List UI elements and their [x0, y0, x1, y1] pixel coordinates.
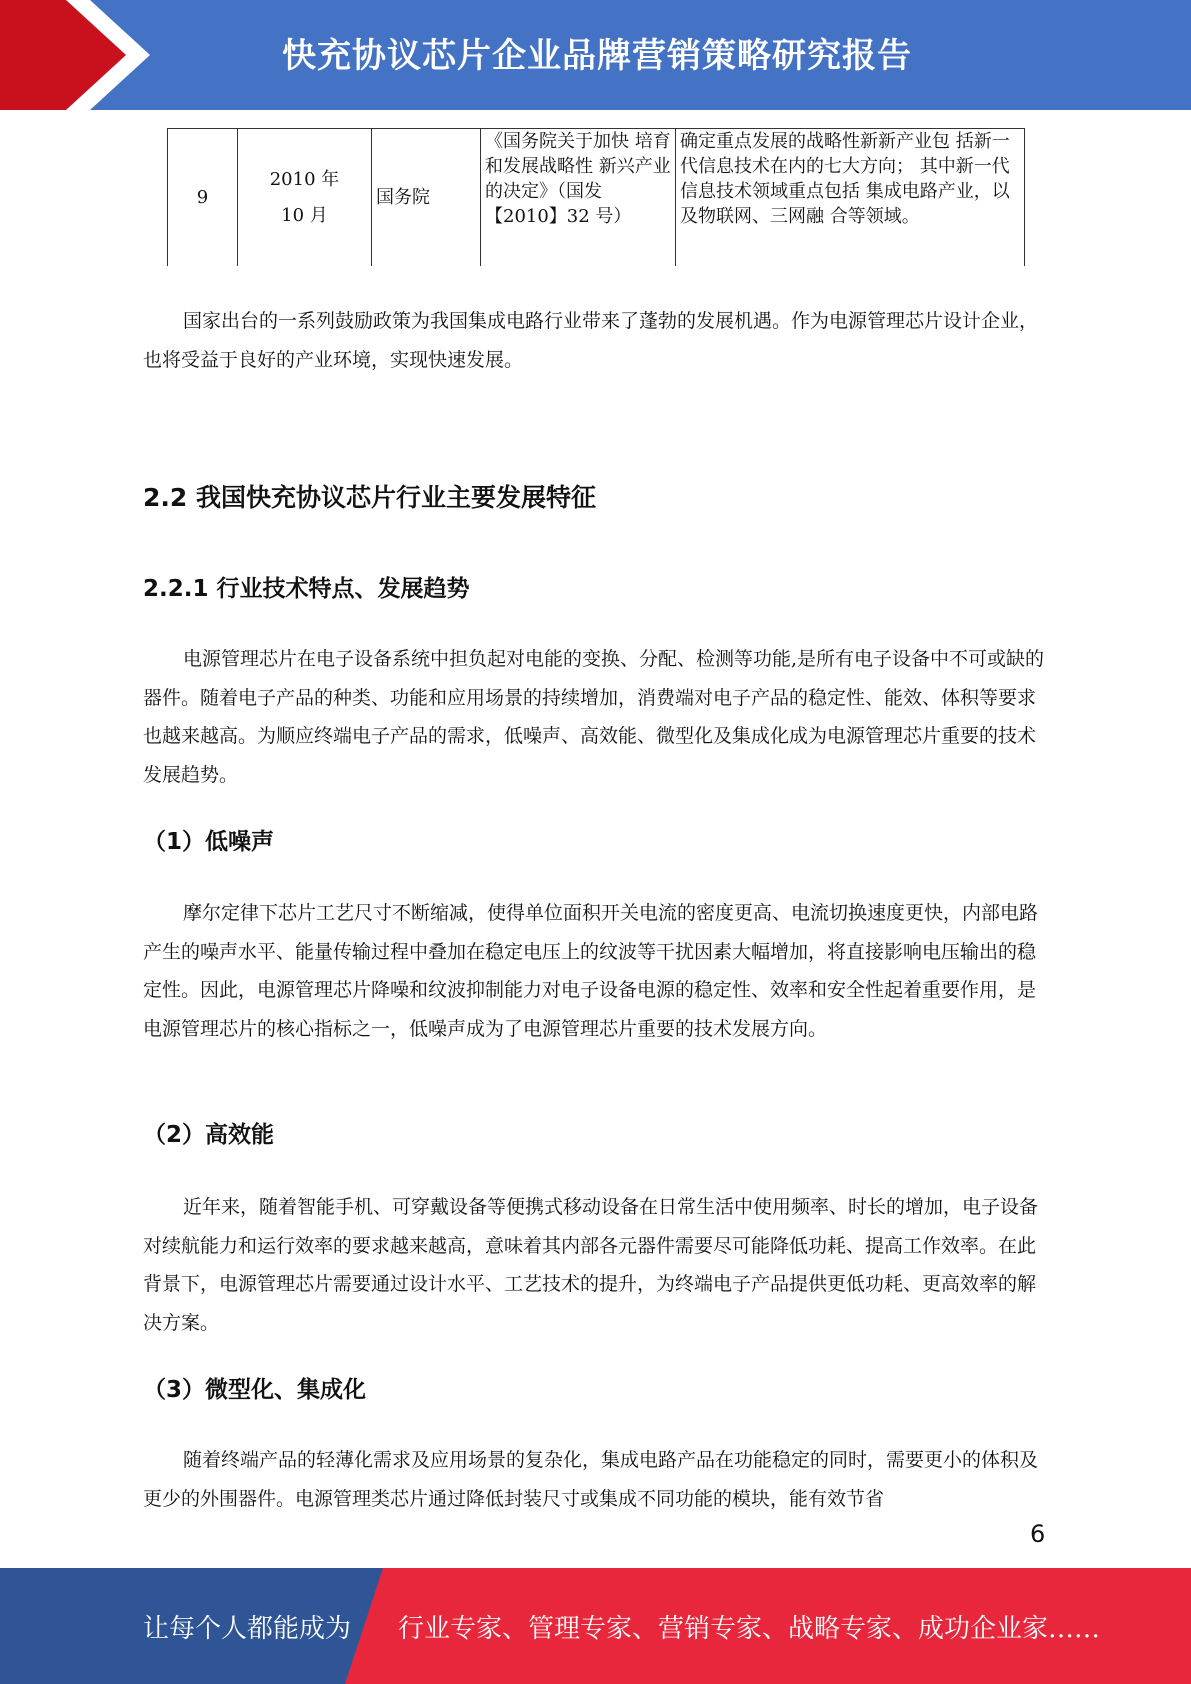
page-number: 6 [1030, 1520, 1046, 1548]
date-year: 2010 年 [269, 168, 340, 190]
section-heading-2-2-1: 2.2.1 行业技术特点、发展趋势 [143, 576, 470, 602]
footer-slogan-right: 行业专家、管理专家、营销专家、战略专家、成功企业家…… [398, 1614, 1101, 1644]
cell-number: 9 [168, 129, 238, 267]
subheading-high-efficiency: （2）高效能 [143, 1122, 275, 1148]
header-chevron-decoration [0, 0, 160, 110]
high-efficiency-paragraph: 近年来，随着智能手机、可穿戴设备等便携式移动设备在日常生活中使用频率、时长的增加，电子设备对续航能力和运行效率的要求越来越高，意味着其内部各元器件需要尽可能降低功耗、提高工作效率。在此背景下，电源管理芯片需要通过设计水平、工艺技术的提升，为终端电子产品提供更低功耗、更高效率的解决方案。 [143, 1196, 1039, 1334]
subheading-miniaturization: （3）微型化、集成化 [143, 1377, 367, 1403]
intro-paragraph: 国家出台的一系列鼓励政策为我国集成电路行业带来了蓬勃的发展机遇。作为电源管理芯片设计企业，也将受益于良好的产业环境，实现快速发展。 [143, 310, 1039, 371]
report-title: 快充协议芯片企业品牌营销策略研究报告 [282, 36, 912, 76]
subheading-low-noise: （1）低噪声 [143, 829, 275, 855]
cell-document: 《国务院关于加快 培育和发展战略性 新兴产业的决定》（国发【2010】32 号） [481, 129, 676, 267]
cell-content: 确定重点发展的战略性新新产业包 括新一代信息技术在内的七大方向； 其中新一代信息技术领域重点包括 集成电路产业，以及物联网、三网融 合等领域。 [676, 129, 1025, 267]
cell-date [238, 129, 372, 267]
section-heading-2-2: 2.2 我国快充协议芯片行业主要发展特征 [143, 483, 596, 512]
policy-table [167, 128, 1025, 266]
low-noise-paragraph: 摩尔定律下芯片工艺尺寸不断缩减，使得单位面积开关电流的密度更高、电流切换速度更快，内部电路产生的噪声水平、能量传输过程中叠加在稳定电压上的纹波等干扰因素大幅增加，将直接影响电压输出的稳定性。因此，电源管理芯片降噪和纹波抑制能力对电子设备电源的稳定性、效率和安全性起着重要作用，是电源管理芯片的核心指标之一，低噪声成为了电源管理芯片重要的技术发展方向。 [143, 902, 1039, 1040]
footer-slogan-left: 让每个人都能成为 [143, 1614, 352, 1644]
page-header [0, 0, 1191, 110]
table-row [168, 129, 1025, 267]
date-month: 10 月 [281, 204, 328, 226]
tech-trend-paragraph: 电源管理芯片在电子设备系统中担负起对电能的变换、分配、检测等功能,是所有电子设备中不可或缺的器件。随着电子产品的种类、功能和应用场景的持续增加，消费端对电子产品的稳定性、能效、体积等要求也越来越高。为顺应终端电子产品的需求，低噪声、高效能、微型化及集成化成为电源管理芯片重要的技术发展趋势。 [143, 648, 1045, 786]
cell-issuer: 国务院 [372, 129, 481, 267]
page-footer [0, 1568, 1191, 1684]
miniaturization-paragraph: 随着终端产品的轻薄化需求及应用场景的复杂化，集成电路产品在功能稳定的同时，需要更小的体积及更少的外围器件。电源管理类芯片通过降低封装尺寸或集成不同功能的模块，能有效节省 [143, 1449, 1039, 1510]
